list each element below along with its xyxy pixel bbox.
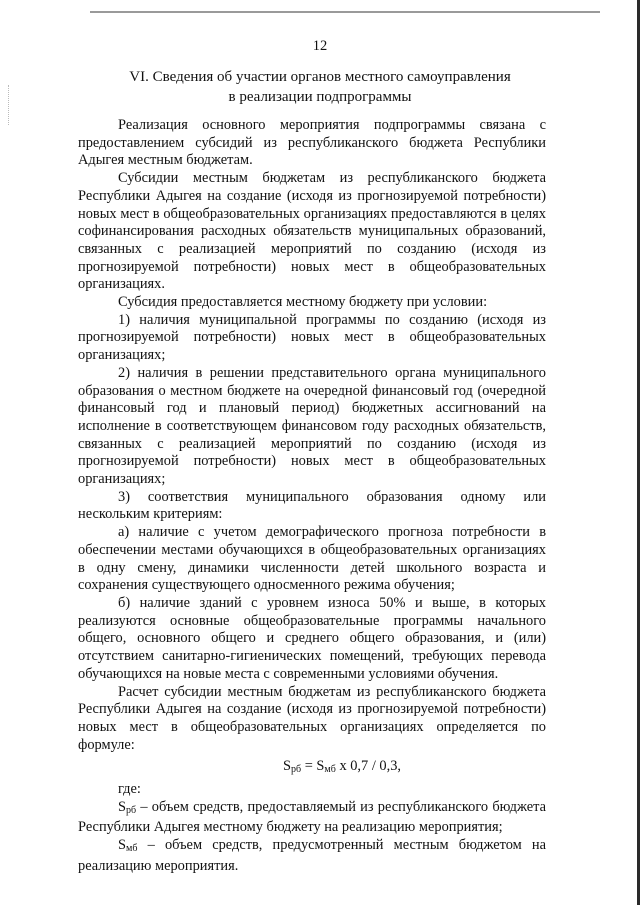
formula: $S_{рб} = S_{мб}$ х 0,7 / 0,3, (282, 758, 402, 776)
definition-symbol: S (118, 798, 127, 815)
paragraph: а) наличие с учетом демографического прогноза потребности в обеспечении местами обучающихся в общеобразовательных организациях в одну смену, динамики численности детей школьного возраста и сохранения существующего односменного режима обучения; (78, 524, 546, 594)
paragraph: Субсидии местным бюджетам из республиканского бюджета Республики Адыгея на создание (исходя из прогнозируемой потребности) новых мест в общеобразовательных организациях предоставляются в целях софинансирования расходных обязательств муниципальных образований, связанных с реализацией мероприятий по созданию (исходя из прогнозируемой потребности) новых мест в общеобразовательных организациях. (78, 170, 546, 293)
definition-subscript: мб (126, 843, 138, 855)
section-heading (80, 67, 560, 107)
paragraph: 2) наличия в решении представительного органа муниципального образования о местном бюджете на очередной финансовый год (очередной финансовый год и плановый период) бюджетных ассигнований на исполнение в соответствующем финансовом году расходных обязательств, связанных с реализацией мероприятий по созданию (исходя из прогнозируемой потребности) новых мест в общеобразовательных организациях; (78, 364, 546, 488)
definition (78, 837, 546, 875)
paragraph: 3) соответствия муниципального образования одному или нескольким критериям: (78, 488, 546, 523)
scan-top-rule (90, 11, 600, 13)
definition-symbol: S (118, 837, 127, 854)
paragraph: 1) наличия муниципальной программы по созданию (исходя из прогнозируемой потребности) новых мест в общеобразовательных организациях; (78, 311, 546, 364)
paragraph: Субсидия предоставляется местному бюджету при условии: (118, 294, 488, 311)
definition (78, 799, 546, 837)
definition-text: – объем средств, предусмотренный местным бюджетом на реализацию мероприятия. (78, 837, 546, 874)
paragraph: Реализация основного мероприятия подпрограммы связана с предоставлением субсидий из республиканского бюджета Республики Адыгея местным бюджетам. (78, 117, 546, 169)
formula-symbol: S (282, 758, 291, 775)
formula-rest: х 0,7 / 0,3, (335, 758, 402, 775)
paragraph: б) наличие зданий с уровнем износа 50% и выше, в которых реализуются основные общеобразовательные программы начального общего, основного общего и среднего общего образования, и (или) отсутствием санитарно-гигиенических помещений, требующих перевода обучающихся на новые места с современными условиями обучения. (78, 594, 546, 682)
definition-subscript: рб (126, 804, 137, 816)
heading-line-1: VI. Сведения об участии органов местного самоуправления (129, 69, 511, 85)
scan-left-marks (8, 85, 10, 125)
definition-text: – объем средств, предоставляемый из республиканского бюджета Республики Адыгея местному бюджету на реализацию мероприятия; (78, 798, 546, 836)
where-label: где: (118, 781, 141, 798)
paragraph: Расчет субсидии местным бюджетам из республиканского бюджета Республики Адыгея на создание (исходя из прогнозируемой потребности) новых мест в общеобразовательных организациях определяется по формуле: (78, 683, 546, 753)
formula-subscript: рб (291, 764, 302, 776)
page-number: 12 (312, 38, 328, 54)
heading-line-2: в реализации подпрограммы (228, 89, 412, 105)
formula-symbol: S (316, 758, 325, 775)
formula-subscript: мб (324, 764, 336, 776)
document-body (78, 117, 546, 876)
